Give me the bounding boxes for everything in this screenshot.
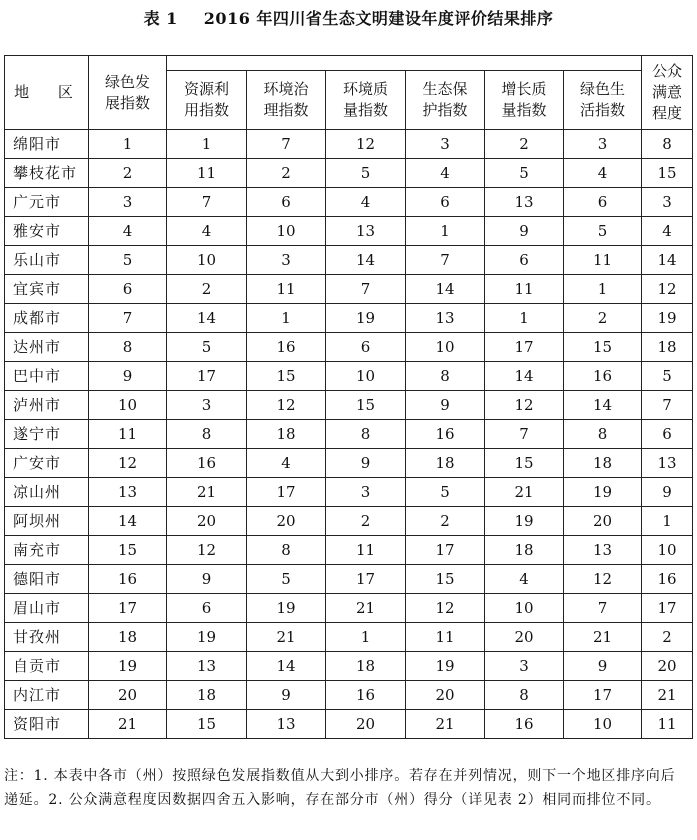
resource-rank-cell: 18 <box>167 681 247 710</box>
region-cell: 巴中市 <box>5 362 89 391</box>
table-row <box>5 507 693 536</box>
header-line: 增长质 <box>501 80 547 98</box>
green-dev-rank-cell: 14 <box>89 507 167 536</box>
green-life-rank-cell: 18 <box>564 449 642 478</box>
region-cell: 广元市 <box>5 188 89 217</box>
green-life-rank-cell: 2 <box>564 304 642 333</box>
resource-rank-cell: 3 <box>167 391 247 420</box>
env-quality-rank-cell: 16 <box>326 681 406 710</box>
eco-protection-rank-cell: 4 <box>406 159 485 188</box>
region-cell: 眉山市 <box>5 594 89 623</box>
eco-protection-rank-cell: 5 <box>406 478 485 507</box>
eco-protection-rank-cell: 12 <box>406 594 485 623</box>
green-life-rank-cell: 20 <box>564 507 642 536</box>
eco-protection-rank-cell: 21 <box>406 710 485 739</box>
header-region: 地 区 <box>5 56 89 130</box>
region-cell: 雅安市 <box>5 217 89 246</box>
eco-protection-rank-cell: 10 <box>406 333 485 362</box>
growth-quality-rank-cell: 9 <box>485 217 564 246</box>
table-number: 表 1 <box>143 9 178 28</box>
satisfaction-rank-cell: 11 <box>642 710 693 739</box>
green-life-rank-cell: 16 <box>564 362 642 391</box>
eco-protection-rank-cell: 7 <box>406 246 485 275</box>
env-quality-rank-cell: 9 <box>326 449 406 478</box>
region-cell: 绵阳市 <box>5 130 89 159</box>
resource-rank-cell: 20 <box>167 507 247 536</box>
header-line: 环境质 <box>342 80 388 98</box>
green-life-rank-cell: 12 <box>564 565 642 594</box>
resource-rank-cell: 1 <box>167 130 247 159</box>
green-dev-rank-cell: 18 <box>89 623 167 652</box>
growth-quality-rank-cell: 13 <box>485 188 564 217</box>
env-quality-rank-cell: 14 <box>326 246 406 275</box>
header-line: 绿色生 <box>580 80 626 98</box>
green-dev-rank-cell: 10 <box>89 391 167 420</box>
resource-rank-cell: 13 <box>167 652 247 681</box>
satisfaction-rank-cell: 21 <box>642 681 693 710</box>
env-quality-rank-cell: 5 <box>326 159 406 188</box>
resource-rank-cell: 21 <box>167 478 247 507</box>
growth-quality-rank-cell: 8 <box>485 681 564 710</box>
env-governance-rank-cell: 10 <box>247 217 326 246</box>
green-life-rank-cell: 13 <box>564 536 642 565</box>
growth-quality-rank-cell: 20 <box>485 623 564 652</box>
eco-protection-rank-cell: 9 <box>406 391 485 420</box>
region-cell: 阿坝州 <box>5 507 89 536</box>
resource-rank-cell: 11 <box>167 159 247 188</box>
table-row <box>5 333 693 362</box>
resource-rank-cell: 2 <box>167 275 247 304</box>
green-life-rank-cell: 3 <box>564 130 642 159</box>
eco-protection-rank-cell: 15 <box>406 565 485 594</box>
green-dev-rank-cell: 12 <box>89 449 167 478</box>
env-quality-rank-cell: 2 <box>326 507 406 536</box>
header-line: 环境治 <box>263 80 309 98</box>
region-cell: 自贡市 <box>5 652 89 681</box>
green-life-rank-cell: 17 <box>564 681 642 710</box>
region-cell: 宜宾市 <box>5 275 89 304</box>
header-line: 活指数 <box>580 101 626 119</box>
env-governance-rank-cell: 8 <box>247 536 326 565</box>
header-sub-index-group <box>167 56 642 71</box>
table-row <box>5 710 693 739</box>
satisfaction-rank-cell: 15 <box>642 159 693 188</box>
growth-quality-rank-cell: 18 <box>485 536 564 565</box>
env-quality-rank-cell: 7 <box>326 275 406 304</box>
green-life-rank-cell: 10 <box>564 710 642 739</box>
satisfaction-rank-cell: 7 <box>642 391 693 420</box>
satisfaction-rank-cell: 1 <box>642 507 693 536</box>
region-cell: 南充市 <box>5 536 89 565</box>
env-quality-rank-cell: 6 <box>326 333 406 362</box>
env-quality-rank-cell: 15 <box>326 391 406 420</box>
table-footnote: 注：1. 本表中各市（州）按照绿色发展指数值从大到小排序。若存在并列情况，则下一个地区排序向后递延。2. 公众满意程度因数据四舍五入影响，存在部分市（州）得分（详见表 2）相同而排位不同。 <box>4 768 676 808</box>
resource-rank-cell: 15 <box>167 710 247 739</box>
resource-rank-cell: 17 <box>167 362 247 391</box>
satisfaction-rank-cell: 12 <box>642 275 693 304</box>
table-row <box>5 652 693 681</box>
region-cell: 凉山州 <box>5 478 89 507</box>
growth-quality-rank-cell: 19 <box>485 507 564 536</box>
region-cell: 资阳市 <box>5 710 89 739</box>
green-dev-rank-cell: 3 <box>89 188 167 217</box>
env-quality-rank-cell: 12 <box>326 130 406 159</box>
env-quality-rank-cell: 1 <box>326 623 406 652</box>
header-line: 资源利 <box>183 80 229 98</box>
env-quality-rank-cell: 8 <box>326 420 406 449</box>
eco-protection-rank-cell: 18 <box>406 449 485 478</box>
env-quality-rank-cell: 21 <box>326 594 406 623</box>
table-title-text: 2016 年四川省生态文明建设年度评价结果排序 <box>203 9 554 28</box>
green-dev-rank-cell: 8 <box>89 333 167 362</box>
green-dev-rank-cell: 20 <box>89 681 167 710</box>
region-cell: 泸州市 <box>5 391 89 420</box>
region-cell: 内江市 <box>5 681 89 710</box>
green-life-rank-cell: 9 <box>564 652 642 681</box>
resource-rank-cell: 7 <box>167 188 247 217</box>
header-env-quality-index <box>326 71 406 130</box>
env-quality-rank-cell: 20 <box>326 710 406 739</box>
header-env-governance-index <box>247 71 326 130</box>
header-resource-use-index <box>167 71 247 130</box>
growth-quality-rank-cell: 14 <box>485 362 564 391</box>
env-governance-rank-cell: 11 <box>247 275 326 304</box>
env-governance-rank-cell: 17 <box>247 478 326 507</box>
satisfaction-rank-cell: 5 <box>642 362 693 391</box>
green-dev-rank-cell: 5 <box>89 246 167 275</box>
env-governance-rank-cell: 20 <box>247 507 326 536</box>
region-cell: 攀枝花市 <box>5 159 89 188</box>
green-life-rank-cell: 1 <box>564 275 642 304</box>
green-life-rank-cell: 6 <box>564 188 642 217</box>
header-line: 量指数 <box>342 101 388 119</box>
env-governance-rank-cell: 1 <box>247 304 326 333</box>
growth-quality-rank-cell: 1 <box>485 304 564 333</box>
eco-protection-rank-cell: 1 <box>406 217 485 246</box>
header-public-satisfaction <box>642 56 693 130</box>
resource-rank-cell: 6 <box>167 594 247 623</box>
growth-quality-rank-cell: 11 <box>485 275 564 304</box>
env-quality-rank-cell: 3 <box>326 478 406 507</box>
region-cell: 广安市 <box>5 449 89 478</box>
env-governance-rank-cell: 12 <box>247 391 326 420</box>
header-green-dev-index <box>89 56 167 130</box>
growth-quality-rank-cell: 16 <box>485 710 564 739</box>
green-dev-rank-cell: 7 <box>89 304 167 333</box>
env-governance-rank-cell: 16 <box>247 333 326 362</box>
satisfaction-rank-cell: 2 <box>642 623 693 652</box>
satisfaction-rank-cell: 6 <box>642 420 693 449</box>
satisfaction-rank-cell: 4 <box>642 217 693 246</box>
header-line: 绿色发 <box>104 72 150 91</box>
env-governance-rank-cell: 9 <box>247 681 326 710</box>
table-row <box>5 565 693 594</box>
satisfaction-rank-cell: 17 <box>642 594 693 623</box>
resource-rank-cell: 4 <box>167 217 247 246</box>
header-line: 护指数 <box>422 101 468 119</box>
env-quality-rank-cell: 4 <box>326 188 406 217</box>
header-line: 满意 <box>652 83 683 101</box>
region-cell: 德阳市 <box>5 565 89 594</box>
eco-protection-rank-cell: 11 <box>406 623 485 652</box>
green-life-rank-cell: 15 <box>564 333 642 362</box>
satisfaction-rank-cell: 9 <box>642 478 693 507</box>
ranking-table <box>4 55 693 739</box>
green-life-rank-cell: 11 <box>564 246 642 275</box>
green-dev-rank-cell: 16 <box>89 565 167 594</box>
table-row <box>5 275 693 304</box>
green-dev-rank-cell: 19 <box>89 652 167 681</box>
resource-rank-cell: 9 <box>167 565 247 594</box>
table-row <box>5 362 693 391</box>
env-governance-rank-cell: 13 <box>247 710 326 739</box>
region-cell: 达州市 <box>5 333 89 362</box>
satisfaction-rank-cell: 18 <box>642 333 693 362</box>
env-governance-rank-cell: 15 <box>247 362 326 391</box>
header-line: 用指数 <box>183 101 229 119</box>
resource-rank-cell: 8 <box>167 420 247 449</box>
green-dev-rank-cell: 2 <box>89 159 167 188</box>
eco-protection-rank-cell: 16 <box>406 420 485 449</box>
table-row <box>5 449 693 478</box>
table-row <box>5 304 693 333</box>
satisfaction-rank-cell: 14 <box>642 246 693 275</box>
env-quality-rank-cell: 19 <box>326 304 406 333</box>
table-body <box>5 130 693 739</box>
satisfaction-rank-cell: 3 <box>642 188 693 217</box>
header-line: 生态保 <box>422 80 468 98</box>
table-row <box>5 478 693 507</box>
satisfaction-rank-cell: 8 <box>642 130 693 159</box>
header-line: 程度 <box>652 104 683 122</box>
growth-quality-rank-cell: 3 <box>485 652 564 681</box>
green-dev-rank-cell: 1 <box>89 130 167 159</box>
table-row <box>5 623 693 652</box>
env-governance-rank-cell: 4 <box>247 449 326 478</box>
env-governance-rank-cell: 6 <box>247 188 326 217</box>
table-row <box>5 188 693 217</box>
growth-quality-rank-cell: 12 <box>485 391 564 420</box>
resource-rank-cell: 5 <box>167 333 247 362</box>
env-quality-rank-cell: 11 <box>326 536 406 565</box>
green-dev-rank-cell: 11 <box>89 420 167 449</box>
growth-quality-rank-cell: 5 <box>485 159 564 188</box>
env-quality-rank-cell: 18 <box>326 652 406 681</box>
env-governance-rank-cell: 7 <box>247 130 326 159</box>
growth-quality-rank-cell: 2 <box>485 130 564 159</box>
satisfaction-rank-cell: 16 <box>642 565 693 594</box>
green-life-rank-cell: 19 <box>564 478 642 507</box>
eco-protection-rank-cell: 13 <box>406 304 485 333</box>
green-life-rank-cell: 8 <box>564 420 642 449</box>
satisfaction-rank-cell: 19 <box>642 304 693 333</box>
env-governance-rank-cell: 14 <box>247 652 326 681</box>
env-quality-rank-cell: 17 <box>326 565 406 594</box>
satisfaction-rank-cell: 20 <box>642 652 693 681</box>
header-eco-protection-index <box>406 71 485 130</box>
satisfaction-rank-cell: 10 <box>642 536 693 565</box>
table-row <box>5 536 693 565</box>
eco-protection-rank-cell: 6 <box>406 188 485 217</box>
growth-quality-rank-cell: 4 <box>485 565 564 594</box>
green-life-rank-cell: 21 <box>564 623 642 652</box>
green-life-rank-cell: 5 <box>564 217 642 246</box>
green-dev-rank-cell: 15 <box>89 536 167 565</box>
eco-protection-rank-cell: 14 <box>406 275 485 304</box>
eco-protection-rank-cell: 8 <box>406 362 485 391</box>
table-row <box>5 420 693 449</box>
env-quality-rank-cell: 10 <box>326 362 406 391</box>
growth-quality-rank-cell: 17 <box>485 333 564 362</box>
resource-rank-cell: 10 <box>167 246 247 275</box>
eco-protection-rank-cell: 2 <box>406 507 485 536</box>
header-line: 理指数 <box>263 101 309 119</box>
header-green-life-index <box>564 71 642 130</box>
header-line: 量指数 <box>501 101 547 119</box>
region-cell: 遂宁市 <box>5 420 89 449</box>
env-governance-rank-cell: 19 <box>247 594 326 623</box>
header-row <box>5 56 693 71</box>
region-cell: 乐山市 <box>5 246 89 275</box>
env-quality-rank-cell: 13 <box>326 217 406 246</box>
growth-quality-rank-cell: 21 <box>485 478 564 507</box>
header-growth-quality-index <box>485 71 564 130</box>
resource-rank-cell: 16 <box>167 449 247 478</box>
table-row <box>5 246 693 275</box>
green-life-rank-cell: 4 <box>564 159 642 188</box>
green-dev-rank-cell: 4 <box>89 217 167 246</box>
env-governance-rank-cell: 2 <box>247 159 326 188</box>
region-cell: 成都市 <box>5 304 89 333</box>
header-line: 公众 <box>652 62 683 80</box>
resource-rank-cell: 14 <box>167 304 247 333</box>
green-life-rank-cell: 14 <box>564 391 642 420</box>
growth-quality-rank-cell: 10 <box>485 594 564 623</box>
resource-rank-cell: 19 <box>167 623 247 652</box>
eco-protection-rank-cell: 19 <box>406 652 485 681</box>
eco-protection-rank-cell: 17 <box>406 536 485 565</box>
green-dev-rank-cell: 13 <box>89 478 167 507</box>
table-row <box>5 594 693 623</box>
green-dev-rank-cell: 17 <box>89 594 167 623</box>
region-cell: 甘孜州 <box>5 623 89 652</box>
table-title <box>0 6 697 29</box>
growth-quality-rank-cell: 7 <box>485 420 564 449</box>
env-governance-rank-cell: 18 <box>247 420 326 449</box>
green-dev-rank-cell: 6 <box>89 275 167 304</box>
table-row <box>5 391 693 420</box>
env-governance-rank-cell: 5 <box>247 565 326 594</box>
table-row <box>5 681 693 710</box>
table-row <box>5 159 693 188</box>
green-life-rank-cell: 7 <box>564 594 642 623</box>
resource-rank-cell: 12 <box>167 536 247 565</box>
table-row <box>5 217 693 246</box>
header-line: 展指数 <box>104 93 150 112</box>
eco-protection-rank-cell: 20 <box>406 681 485 710</box>
table-row <box>5 130 693 159</box>
env-governance-rank-cell: 21 <box>247 623 326 652</box>
growth-quality-rank-cell: 15 <box>485 449 564 478</box>
green-dev-rank-cell: 21 <box>89 710 167 739</box>
env-governance-rank-cell: 3 <box>247 246 326 275</box>
eco-protection-rank-cell: 3 <box>406 130 485 159</box>
green-dev-rank-cell: 9 <box>89 362 167 391</box>
satisfaction-rank-cell: 13 <box>642 449 693 478</box>
growth-quality-rank-cell: 6 <box>485 246 564 275</box>
